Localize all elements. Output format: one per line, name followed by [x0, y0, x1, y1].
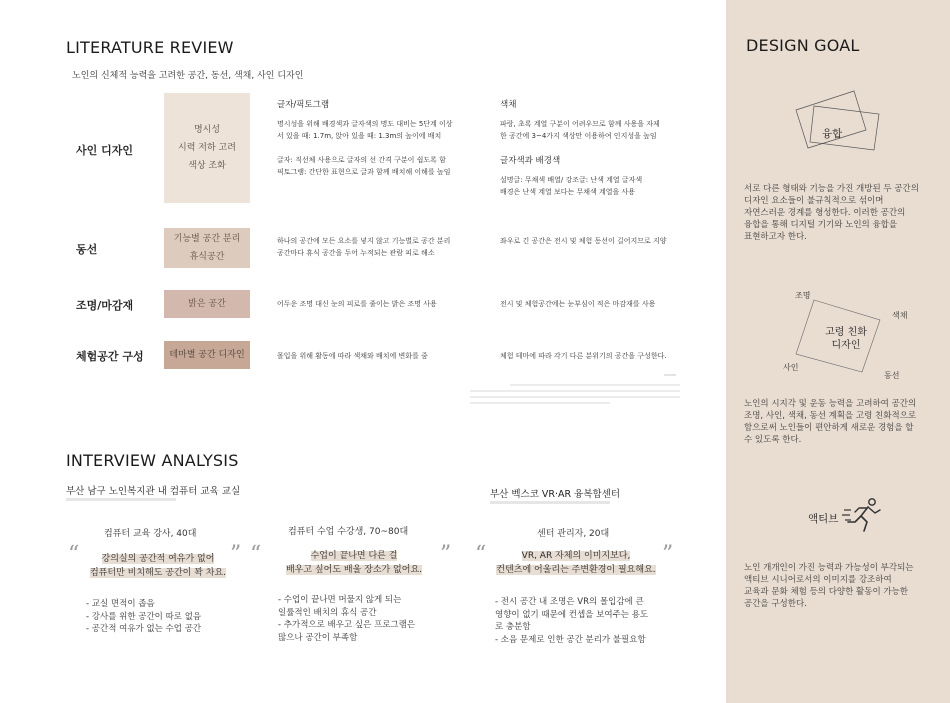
fusion-text: 서로 다른 형태와 기능을 가진 개방된 두 공간의 디자인 요소들이 불규칙적으로 섞이며 자연스러운 경계를 형성한다. 이러한 공간의 융합을 통해 디지털 기기와 노인의 융합을 표현하고자 한다.: [744, 184, 919, 242]
active-text: 노인 개개인이 가진 능력과 가능성이 부각되는 액티브 시니어로서의 이미지를 강조하여 교육과 문화 체험 등의 다양한 활동이 가능한 공간을 구성한다.: [744, 563, 914, 609]
close-quote-icon: ”: [662, 542, 674, 567]
literature-review-title: LITERATURE REVIEW: [66, 38, 234, 57]
location-2-caption: [490, 501, 610, 504]
fusion-label: 융합: [822, 128, 843, 140]
col-head-color: 색채: [500, 100, 517, 110]
design-goal-title: DESIGN GOAL: [746, 36, 860, 55]
literature-subtitle: 노인의 신체적 능력을 고려한 공간, 동선, 색채, 사인 디자인: [72, 71, 304, 81]
col-head-text-bg-color: 글자색과 배경색: [500, 156, 561, 166]
label-circulation: 동선: [884, 371, 900, 380]
text-lighting-1: 어두운 조명 대신 눈의 피로를 줄이는 밝은 조명 사용: [277, 300, 437, 308]
col-head-letter-pictogram: 글자/픽토그램: [277, 100, 330, 110]
text-letter-pictogram: 명시성을 위해 배경색과 글자색의 명도 대비는 5단계 이상 서 있을 때: 1.7m, 앉아 있을 때: 1.3m의 높이에 배치 글자: 직선체 사용으로 글자의 선 간격 구분이 쉽도록 함 픽토그램: 간단한 표현으로 글과 함께 배치해 이해를 높임: [277, 120, 453, 176]
age-friendly-text: 노인의 시지각 및 운동 능력을 고려하여 공간의 조명, 사인, 색채, 동선 계획을 고령 친화적으로 함으로써 노인들이 편안하게 새로운 경험을 할 수 있도록 한다.: [744, 399, 917, 445]
text-experience-2: 체험 테마에 따라 각기 다른 분위기의 공간을 구성한다.: [500, 352, 667, 360]
row-box-lighting-material: 밝은 공간: [164, 290, 250, 318]
row-box-experience-space: 테마별 공간 디자인: [164, 341, 250, 369]
text-experience-1: 몰입을 위해 활동에 따라 색채와 배치에 변화를 줌: [277, 352, 428, 360]
open-quote-icon: “: [475, 542, 487, 567]
interview-location-1: 부산 남구 노인복지관 내 컴퓨터 교육 교실: [66, 486, 241, 497]
row-label-experience-space: 체험공간 구성: [76, 350, 144, 363]
bullets-3: - 전시 공간 내 조명은 VR의 몰입감에 큰 영향이 없기 때문에 컨셉을 보여주는 용도 로 충분함 - 소음 문제로 인한 공간 분리가 불필요함: [495, 597, 649, 645]
row-label-circulation: 동선: [76, 243, 98, 256]
quote-2-line-2: 배우고 싶어도 배울 장소가 없어요.: [285, 565, 423, 575]
interviewee-role-1: 컴퓨터 교육 강사, 40대: [104, 529, 197, 539]
quote-3-line-1: VR, AR 자체의 이미지보다,: [521, 551, 631, 561]
text-lighting-2: 전시 및 체험공간에는 눈부심이 적은 마감재를 사용: [500, 300, 656, 308]
close-quote-icon: ”: [440, 542, 452, 567]
open-quote-icon: “: [250, 542, 262, 567]
close-quote-icon: ”: [230, 542, 242, 567]
active-label: 액티브: [808, 513, 839, 525]
bullets-1: - 교실 면적이 좁음 - 강사를 위한 공간이 따로 없음 - 공간적 여유가 없는 수업 공간: [86, 599, 202, 634]
label-sign: 사인: [783, 363, 799, 372]
age-friendly-center-label: 고령 친화 디자인: [825, 327, 867, 351]
quote-2: [268, 549, 440, 577]
text-text-bg-color: 설명글: 무채색 배열/ 강조글: 난색 계열 글자색 배경은 난색 계열 보다는 무채색 계열을 사용: [500, 176, 643, 196]
text-circulation-2: 좌우로 긴 공간은 전시 및 체험 동선이 길어지므로 지양: [500, 237, 667, 245]
label-color: 색채: [892, 311, 908, 320]
interviewee-role-2: 컴퓨터 수업 수강생, 70~80대: [288, 527, 409, 537]
interviewee-role-3: 센터 관리자, 20대: [537, 529, 610, 539]
label-lighting: 조명: [795, 291, 811, 300]
location-1-caption: [66, 498, 176, 501]
interview-location-2: 부산 벡스코 VR·AR 융복합센터: [490, 489, 621, 500]
row-label-lighting-material: 조명/마감재: [76, 299, 134, 312]
row-box-circulation: 기능별 공간 분리 휴식공간: [164, 228, 250, 268]
text-circulation-1: 하나의 공간에 모든 요소를 넣지 않고 기능별로 공간 분리 공간마다 휴식 공간을 두어 누적되는 관람 피로 해소: [277, 237, 451, 257]
quote-1: [84, 552, 232, 580]
row-box-sign-design: 명시성 시력 저하 고려 색상 조화: [164, 93, 250, 203]
quote-2-line-1: 수업이 끝나면 다른 걸: [310, 551, 398, 561]
open-quote-icon: “: [68, 542, 80, 567]
quote-1-line-1: 강의실의 공간적 여유가 없어: [101, 554, 215, 564]
bullets-2: - 수업이 끝나면 머물지 않게 되는 일률적인 배치의 휴식 공간 - 추가적으로 배우고 싶은 프로그램은 많으나 공간이 부족함: [278, 595, 416, 643]
interview-analysis-title: INTERVIEW ANALYSIS: [66, 451, 239, 470]
quote-3: [490, 549, 662, 577]
text-color: 파랑, 초록 계열 구분이 어려우므로 함께 사용을 자제 한 공간에 3~4가지 색상만 이용하여 인지성을 높임: [500, 120, 660, 140]
quote-1-line-2: 컴퓨터만 비치해도 공간이 꽉 차요.: [89, 568, 227, 578]
reference-footnote: [470, 372, 682, 406]
quote-3-line-2: 컨텐츠에 어울리는 주변환경이 필요해요.: [496, 565, 656, 575]
row-label-sign-design: 사인 디자인: [76, 144, 133, 157]
running-person-icon: [842, 496, 882, 534]
fusion-diagram-icon: [784, 86, 894, 156]
